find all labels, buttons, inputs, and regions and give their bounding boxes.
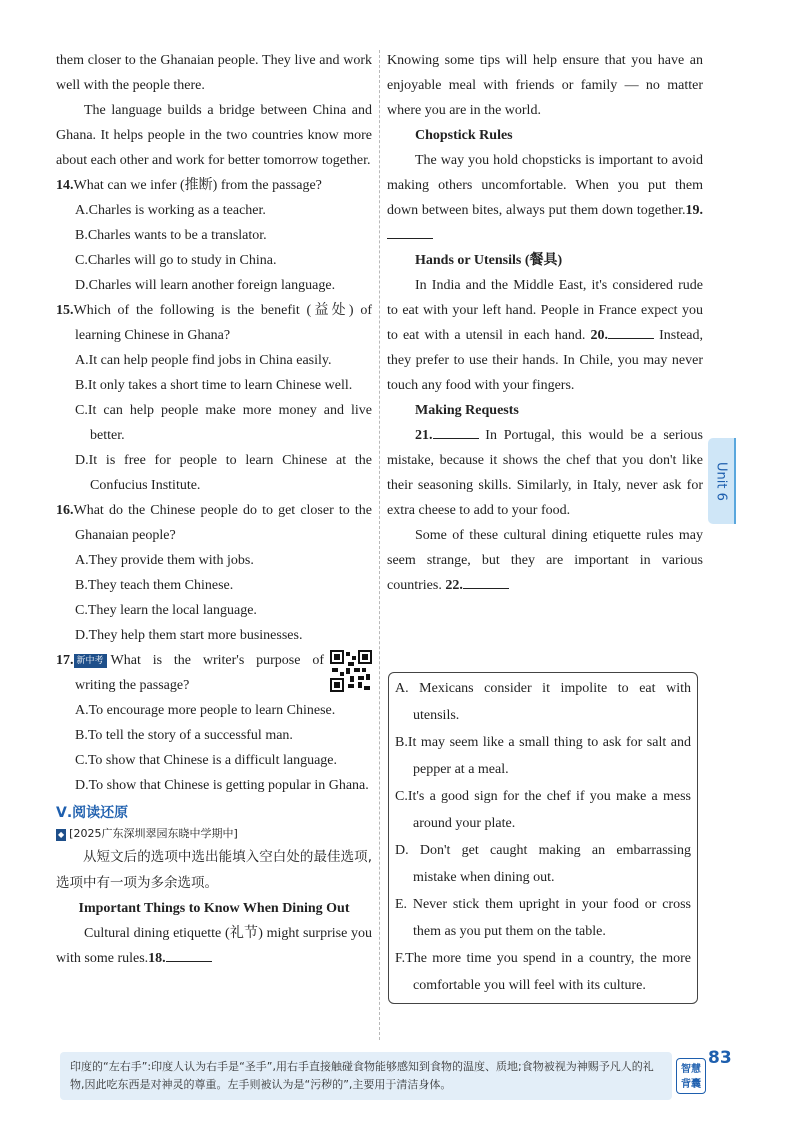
section-instruction: 从短文后的选项中选出能填入空白处的最佳选项,选项中有一项为多余选项。 (56, 849, 372, 891)
answer-blank-20[interactable] (608, 324, 654, 339)
passage-title: Important Things to Know When Dining Out (78, 901, 350, 916)
subheading-chopsticks: Chopstick Rules (415, 128, 513, 143)
answer-blank-21[interactable] (433, 424, 479, 439)
qr-code-icon[interactable] (330, 650, 372, 692)
option-d[interactable]: D.They help them start more businesses. (75, 628, 303, 643)
answer-blank-22[interactable] (463, 574, 509, 589)
passage-paragraph: The language builds a bridge between China and Ghana. It helps people in the two countries know more about each other and work for better tomorrow together. (56, 103, 372, 168)
blank-number: 21. (415, 428, 433, 443)
box-option-d[interactable]: D. Don't get caught making an embarrassing mistake when dining out. (395, 843, 691, 885)
question-number: 15. (56, 303, 74, 318)
footer-note: 印度的“左右手”:印度人认为右手是“圣手”,用右手直接触碰食物能够感知到食物的温度、质地;食物被视为神赐予凡人的礼物,因此吃东西是对神灵的尊重。左手则被认为是“污秽的”,主要用于清洁身体。 (60, 1052, 672, 1100)
new-exam-tag: 新中考 (74, 654, 107, 668)
answer-blank-19[interactable] (387, 224, 433, 239)
question-text: Which of the following is the benefit (益处) of learning Chinese in Ghana? (73, 303, 372, 343)
page-number: 83 (708, 1048, 732, 1068)
question-15 (56, 298, 372, 498)
passage-paragraph: 21. In Portugal, this would be a serious mistake, because it shows the chef that you don't like their seasoning skills. Similarly, in Italy, never ask for extra cheese to add to your food. (387, 423, 703, 523)
subheading-requests: Making Requests (415, 403, 519, 418)
option-a[interactable]: A.Charles is working as a teacher. (75, 203, 266, 218)
question-text: What can we infer (推断) from the passage? (73, 178, 322, 193)
right-column (387, 48, 703, 598)
question-text: What is the writer's purpose of writing the passage? (75, 653, 324, 693)
source-icon: ◆ (58, 830, 65, 839)
blank-number: 20. (590, 328, 608, 343)
section-title: Ⅴ.阅读还原 (56, 805, 129, 821)
unit-label: Unit 6 (713, 461, 729, 501)
question-number: 17. (56, 653, 74, 668)
question-17 (56, 648, 372, 798)
blank-number: 22. (445, 578, 463, 593)
option-a[interactable]: A.To encourage more people to learn Chinese. (75, 703, 336, 718)
passage-paragraph: The way you hold chopsticks is important to avoid making others uncomfortable. When you put them down between bites, always put them down together.19. (387, 148, 703, 248)
option-b[interactable]: B.To tell the story of a successful man. (75, 728, 293, 743)
passage-paragraph: Knowing some tips will help ensure that you have an enjoyable meal with friends or family — no matter where you are in the world. (387, 53, 703, 118)
option-d[interactable]: D.Charles will learn another foreign language. (75, 278, 336, 293)
blank-number: 19. (685, 203, 703, 218)
options-box (388, 672, 698, 1004)
unit-side-tab[interactable] (708, 438, 734, 524)
column-divider (379, 50, 380, 1040)
question-number: 16. (56, 503, 74, 518)
option-c[interactable]: C.It can help people make more money and live better. (75, 403, 372, 443)
option-d[interactable]: D.To show that Chinese is getting popular in Ghana. (75, 778, 369, 793)
option-b[interactable]: B.Charles wants to be a translator. (75, 228, 267, 243)
question-16 (56, 498, 372, 648)
passage-intro: Cultural dining etiquette (礼节) might surprise you with some rules.18. (56, 926, 372, 966)
left-column (56, 48, 372, 971)
box-option-f[interactable]: F.The more time you spend in a country, the more comfortable you will feel with its culture. (395, 951, 691, 993)
option-b[interactable]: B.It only takes a short time to learn Chinese well. (75, 378, 353, 393)
source-text: [2025广东深圳翠园东晓中学期中] (69, 827, 238, 840)
blank-number: 18. (148, 951, 166, 966)
subheading-utensils: Hands or Utensils (餐具) (415, 253, 563, 268)
question-source (56, 824, 372, 844)
option-c[interactable]: C.Charles will go to study in China. (75, 253, 277, 268)
answer-blank-18[interactable] (166, 947, 212, 962)
passage-paragraph: Some of these cultural dining etiquette rules may seem strange, but they are important in various countries. 22. (387, 528, 703, 593)
option-b[interactable]: B.They teach them Chinese. (75, 578, 234, 593)
option-a[interactable]: A.They provide them with jobs. (75, 553, 254, 568)
option-c[interactable]: C.They learn the local language. (75, 603, 257, 618)
passage-paragraph: them closer to the Ghanaian people. They live and work well with the people there. (56, 53, 372, 93)
box-option-c[interactable]: C.It's a good sign for the chef if you make a mess around your plate. (395, 789, 691, 831)
passage-paragraph: In India and the Middle East, it's considered rude to eat with your left hand. People in France expect you to eat with a utensil in each hand. 20. Instead, they prefer to use their hands. In Chile, you may never touch any food with your fingers. (387, 278, 704, 393)
question-14 (56, 173, 372, 298)
side-tab-accent (734, 438, 736, 524)
box-option-b[interactable]: B.It may seem like a small thing to ask for salt and pepper at a meal. (395, 735, 691, 777)
question-text: What do the Chinese people do to get closer to the Ghanaian people? (73, 503, 372, 543)
option-a[interactable]: A.It can help people find jobs in China easily. (75, 353, 332, 368)
option-d[interactable]: D.It is free for people to learn Chinese at the Confucius Institute. (75, 453, 372, 493)
box-option-e[interactable]: E. Never stick them upright in your food or cross them as you put them on the table. (395, 897, 691, 939)
wisdom-badge: 智慧背囊 (676, 1058, 706, 1094)
question-number: 14. (56, 178, 74, 193)
option-c[interactable]: C.To show that Chinese is a difficult language. (75, 753, 337, 768)
box-option-a[interactable]: A. Mexicans consider it impolite to eat with utensils. (395, 681, 691, 723)
